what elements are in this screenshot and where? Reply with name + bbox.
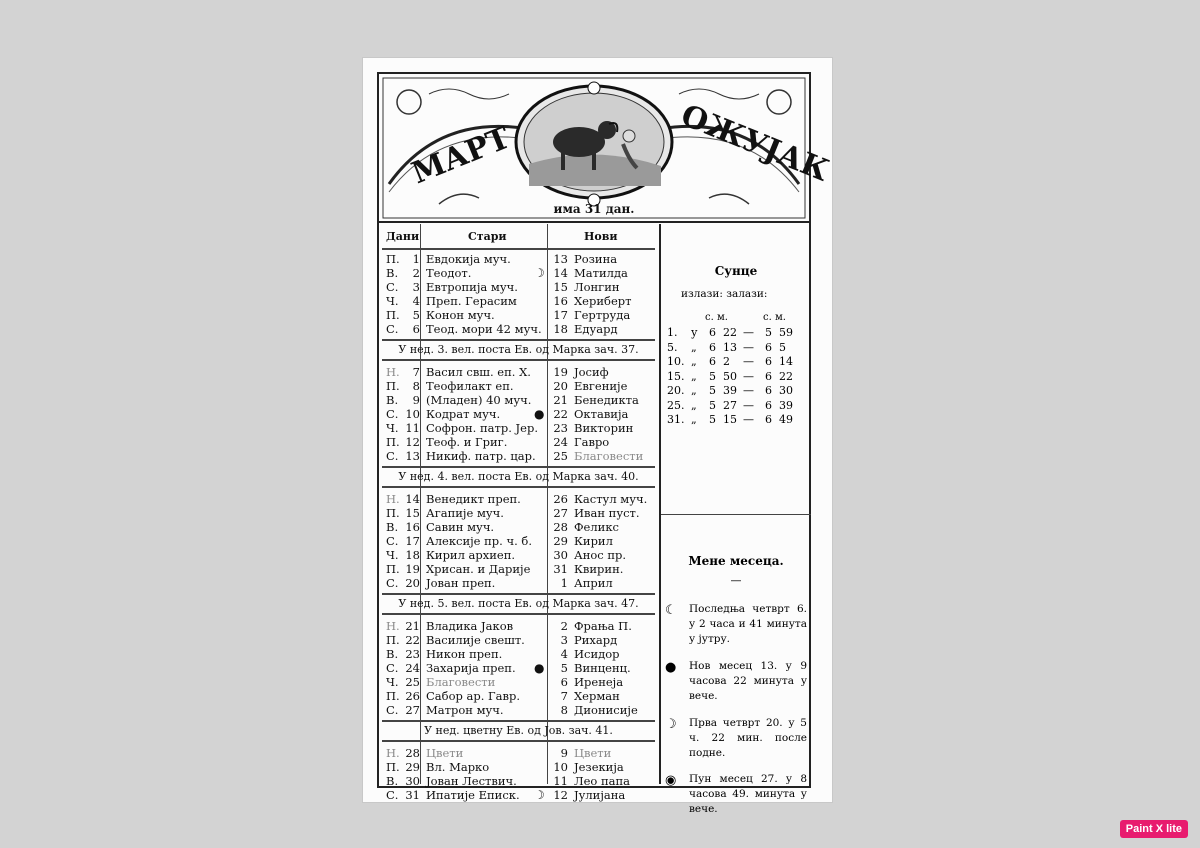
old-date: 24 (405, 661, 420, 675)
last-quarter-icon: ☾ (665, 603, 677, 618)
saint-old: Алексије пр. ч. б. (426, 534, 532, 548)
day-row (382, 252, 655, 266)
weekday: Н. (386, 365, 400, 379)
day-row (382, 379, 655, 393)
calendar-frame (377, 72, 834, 815)
sun-prefix: „ (691, 413, 697, 426)
old-date: 12 (405, 435, 420, 449)
new-date: 3 (560, 633, 568, 647)
saint-new: Гавро (574, 435, 610, 449)
moon-dash: — (730, 574, 742, 587)
sunrise-minute: 50 (723, 369, 737, 383)
sun-dash: — (743, 384, 754, 397)
new-date: 20 (553, 379, 568, 393)
day-row (382, 280, 655, 294)
sun-dash: — (743, 340, 754, 354)
weekday: В. (386, 266, 399, 280)
weekday: Ч. (386, 675, 399, 689)
saint-old: Хрисан. и Дарије (426, 562, 531, 576)
old-date: 6 (412, 322, 420, 336)
weekday: С. (386, 407, 399, 421)
saint-new: Кастул муч. (574, 492, 648, 506)
day-row (382, 675, 655, 689)
sunrise-minute: 22 (723, 326, 737, 339)
weekday: С. (386, 661, 399, 675)
new-date: 8 (560, 703, 568, 717)
saint-old: Конон муч. (426, 308, 495, 322)
calendar-page (363, 58, 834, 815)
sun-units-rise: с. м. (705, 312, 728, 323)
saint-new: Винценц. (574, 661, 631, 675)
saint-new: Евгеније (574, 379, 628, 393)
saint-old: Теофилакт еп. (426, 379, 514, 393)
sunrise-minute: 39 (723, 384, 737, 397)
saint-new: Језекија (574, 760, 624, 774)
sun-prefix: „ (691, 355, 697, 368)
saint-new: Бенедикта (574, 393, 639, 407)
day-row (382, 266, 655, 280)
weekday: П. (386, 435, 400, 449)
saint-old: Софрон. патр. Јер. (426, 421, 538, 435)
sunrise-hour: 6 (709, 355, 716, 368)
sunset-minute: 30 (779, 384, 793, 397)
sunset-minute: 39 (779, 398, 793, 412)
sunrise-minute: 27 (723, 398, 737, 412)
old-date: 14 (405, 492, 420, 506)
new-date: 14 (553, 266, 568, 280)
saint-old: Агапије муч. (426, 506, 504, 520)
weekday: Ч. (386, 421, 399, 435)
weekday: В. (386, 520, 399, 534)
new-date: 30 (553, 548, 568, 562)
moon-symbol-icon: ☽ (534, 266, 545, 280)
week-reading-note: У нед. 3. вел. поста Ев. од Марка зач. 37. (382, 339, 655, 361)
saint-new: Октавија (574, 407, 629, 421)
new-date: 24 (553, 435, 568, 449)
new-moon-icon: ● (665, 660, 677, 675)
sun-day: 20. (667, 384, 685, 397)
old-date: 4 (412, 294, 420, 308)
weekday: С. (386, 534, 399, 548)
saint-new: Розина (574, 252, 618, 266)
old-date: 1 (412, 252, 420, 266)
sunset-hour: 6 (765, 355, 772, 368)
new-date: 2 (560, 619, 568, 633)
saint-old: Јован Лествич. (426, 774, 517, 788)
saint-new: Јосиф (574, 365, 609, 379)
old-date: 2 (412, 266, 420, 280)
old-date: 10 (405, 407, 420, 421)
saint-old: Јован преп. (426, 576, 496, 590)
saint-new: Квирин. (574, 562, 624, 576)
saint-old: Ипатије Еписк. (426, 788, 520, 802)
old-date: 20 (405, 576, 420, 590)
day-row (382, 746, 655, 760)
sun-dash: — (743, 398, 754, 412)
old-date: 15 (405, 506, 420, 520)
saint-new: Гертруда (574, 308, 631, 322)
old-date: 16 (405, 520, 420, 534)
sun-prefix: „ (691, 340, 697, 354)
day-row (382, 661, 655, 675)
new-date: 7 (560, 689, 568, 703)
weekday: Н. (386, 619, 400, 633)
new-date: 27 (553, 506, 568, 520)
day-row (382, 506, 655, 520)
new-date: 19 (553, 365, 568, 379)
old-date: 25 (405, 675, 420, 689)
sun-row (661, 384, 811, 398)
saint-old: Никиф. патр. цар. (426, 449, 536, 463)
moon-symbol-icon: ● (534, 661, 545, 675)
column-header-old: Стари (468, 230, 507, 243)
saint-old: Васил свш. еп. Х. (426, 365, 531, 379)
week-reading-note: У нед. 5. вел. поста Ев. од Марка зач. 47. (382, 593, 655, 615)
saint-new: Благовести (574, 449, 644, 463)
moon-phase-text: Пун месец 27. у 8 часова 49. минута у вече. (689, 773, 807, 815)
weekday: С. (386, 788, 399, 802)
saint-old: Кодрат муч. (426, 407, 501, 421)
old-date: 19 (405, 562, 420, 576)
saint-new: Фрања П. (574, 619, 632, 633)
day-row (382, 562, 655, 576)
weekday: С. (386, 576, 399, 590)
sun-prefix: „ (691, 384, 697, 397)
saint-old: Благовести (426, 675, 496, 689)
sunrise-minute: 13 (723, 340, 737, 354)
weekday: П. (386, 689, 400, 703)
sunrise-minute: 15 (723, 413, 737, 426)
sun-day: 25. (667, 398, 685, 412)
weekday: Ч. (386, 294, 399, 308)
weekday: Ч. (386, 548, 399, 562)
old-date: 28 (405, 746, 420, 760)
new-date: 1 (560, 576, 568, 590)
new-date: 5 (560, 661, 568, 675)
new-date: 21 (553, 393, 568, 407)
saint-new: Исидор (574, 647, 620, 661)
saint-new: Анос пр. (574, 548, 627, 562)
sun-day: 10. (667, 355, 685, 368)
new-date: 28 (553, 520, 568, 534)
old-date: 21 (405, 619, 420, 633)
saint-new: Јулијана (574, 788, 626, 802)
sunset-minute: 22 (779, 369, 793, 383)
new-date: 16 (553, 294, 568, 308)
sunrise-hour: 5 (709, 398, 716, 412)
day-row (382, 449, 655, 463)
saint-new: Кирил (574, 534, 613, 548)
sun-day: 31. (667, 413, 685, 426)
day-row (382, 760, 655, 774)
old-date: 3 (412, 280, 420, 294)
saint-new: Лонгин (574, 280, 620, 294)
sunset-hour: 5 (765, 326, 772, 339)
sun-prefix: „ (691, 369, 697, 383)
day-row (382, 689, 655, 703)
new-date: 9 (560, 746, 568, 760)
moon-symbol-icon: ● (534, 407, 545, 421)
weekday: С. (386, 703, 399, 717)
sunset-minute: 49 (779, 413, 793, 426)
sunrise-hour: 6 (709, 340, 716, 354)
weekday: В. (386, 393, 399, 407)
weekday: С. (386, 280, 399, 294)
old-date: 29 (405, 760, 420, 774)
moon-phase-text: Последња четврт 6. у 2 часа и 41 минута у јутру. (689, 603, 807, 645)
weekday: П. (386, 506, 400, 520)
sun-row (661, 399, 811, 413)
old-date: 22 (405, 633, 420, 647)
day-row (382, 435, 655, 449)
column-header-days: Дани (386, 230, 420, 243)
sun-row (661, 355, 811, 369)
saint-old: Никон преп. (426, 647, 503, 661)
saint-new: Иренеја (574, 675, 624, 689)
saint-new: Викторин (574, 421, 634, 435)
saint-new: Цвети (574, 746, 612, 760)
old-date: 23 (405, 647, 420, 661)
old-date: 18 (405, 548, 420, 562)
saint-new: Херман (574, 689, 620, 703)
saint-old: Евдокија муч. (426, 252, 511, 266)
saint-old: Преп. Герасим (426, 294, 517, 308)
weekday: П. (386, 760, 400, 774)
day-row (382, 788, 655, 802)
saint-old: Цвети (426, 746, 464, 760)
day-row (382, 576, 655, 590)
saint-old: Матрон муч. (426, 703, 504, 717)
month-title-left: МАРТ (407, 120, 516, 192)
sun-row (661, 326, 811, 340)
sunset-minute: 59 (779, 326, 793, 339)
sunset-hour: 6 (765, 384, 772, 397)
saint-old: Сабор ар. Гавр. (426, 689, 521, 703)
weekday: П. (386, 252, 400, 266)
sunrise-hour: 5 (709, 384, 716, 397)
sun-dash: — (743, 369, 754, 383)
day-row (382, 534, 655, 548)
new-date: 13 (553, 252, 568, 266)
day-row (382, 647, 655, 661)
new-date: 17 (553, 308, 568, 322)
new-date: 18 (553, 322, 568, 336)
sunset-hour: 6 (765, 340, 772, 354)
weekday: П. (386, 633, 400, 647)
day-row (382, 407, 655, 421)
old-date: 7 (412, 365, 420, 379)
full-moon-icon: ◉ (665, 773, 677, 788)
weekday: Н. (386, 492, 400, 506)
sun-title: Сунце (714, 264, 758, 278)
saint-new: Дионисије (574, 703, 638, 717)
sunset-minute: 14 (779, 355, 793, 368)
sunrise-hour: 5 (709, 413, 716, 426)
new-date: 4 (560, 647, 568, 661)
weekday: В. (386, 774, 399, 788)
saint-new: Рихард (574, 633, 618, 647)
new-date: 6 (560, 675, 568, 689)
weekday: В. (386, 647, 399, 661)
sunset-hour: 6 (765, 398, 772, 412)
column-header-new: Нови (584, 230, 618, 243)
weekday: С. (386, 449, 399, 463)
month-title-right: ОЖУЈАК (675, 97, 834, 189)
day-row (382, 619, 655, 633)
sun-subtitle: излази: залази: (681, 288, 768, 300)
sun-dash: — (743, 326, 754, 339)
ornamental-header-art (379, 74, 834, 221)
day-row (382, 548, 655, 562)
old-date: 27 (405, 703, 420, 717)
panel-divider (661, 514, 811, 515)
new-date: 29 (553, 534, 568, 548)
saint-old: Теодот. (426, 266, 472, 280)
saint-new: Едуард (574, 322, 618, 336)
sun-day: 5. (667, 340, 678, 354)
sunrise-hour: 5 (709, 369, 716, 383)
calendar-table (382, 224, 655, 802)
day-row (382, 308, 655, 322)
sun-dash: — (743, 413, 754, 426)
month-header (379, 74, 834, 223)
old-date: 8 (412, 379, 420, 393)
first-quarter-icon: ☽ (665, 717, 677, 732)
old-date: 31 (405, 788, 420, 802)
new-date: 26 (553, 492, 568, 506)
new-date: 12 (553, 788, 568, 802)
day-row (382, 365, 655, 379)
saint-old: Захарија преп. (426, 661, 516, 675)
sunset-minute: 5 (779, 340, 786, 354)
day-row (382, 703, 655, 717)
sun-prefix: „ (691, 398, 697, 412)
saint-old: (Младен) 40 муч. (426, 393, 532, 407)
sun-row (661, 413, 811, 427)
sun-day: 15. (667, 369, 685, 383)
sun-row (661, 341, 811, 355)
saint-new: Матилда (574, 266, 628, 280)
saint-old: Венедикт преп. (426, 492, 521, 506)
day-row (382, 774, 655, 788)
side-panel (659, 224, 811, 815)
weekday: Н. (386, 746, 400, 760)
new-date: 22 (553, 407, 568, 421)
saint-new: Иван пуст. (574, 506, 640, 520)
day-row (382, 633, 655, 647)
new-date: 10 (553, 760, 568, 774)
new-date: 25 (553, 449, 568, 463)
saint-old: Евтропија муч. (426, 280, 518, 294)
saint-old: Владика Јаков (426, 619, 514, 633)
app-badge[interactable]: Paint X lite (1120, 820, 1188, 838)
moon-title: Мене месеца. (688, 554, 784, 568)
sunset-hour: 6 (765, 369, 772, 383)
old-date: 5 (412, 308, 420, 322)
saint-old: Теоф. и Григ. (426, 435, 508, 449)
old-date: 30 (405, 774, 420, 788)
new-date: 11 (553, 774, 568, 788)
saint-new: Лео папа (574, 774, 631, 788)
weekday: С. (386, 322, 399, 336)
day-row (382, 492, 655, 506)
old-date: 26 (405, 689, 420, 703)
day-row (382, 322, 655, 336)
saint-old: Теод. мори 42 муч. (426, 322, 542, 336)
old-date: 11 (405, 421, 420, 435)
day-row (382, 421, 655, 435)
saint-new: Април (574, 576, 613, 590)
weekday: П. (386, 379, 400, 393)
sun-row (661, 370, 811, 384)
sunrise-hour: 6 (709, 326, 716, 339)
day-row (382, 520, 655, 534)
days-count: има 31 дан. (553, 202, 635, 216)
old-date: 17 (405, 534, 420, 548)
sun-units-set: с. м. (763, 312, 786, 323)
sun-prefix: у (691, 326, 698, 339)
saint-new: Хериберт (574, 294, 632, 308)
saint-old: Кирил архиеп. (426, 548, 516, 562)
weekday: П. (386, 308, 400, 322)
weekday: П. (386, 562, 400, 576)
saint-old: Вл. Марко (426, 760, 490, 774)
saint-old: Савин муч. (426, 520, 495, 534)
new-date: 23 (553, 421, 568, 435)
old-date: 13 (405, 449, 420, 463)
saint-new: Феликс (574, 520, 619, 534)
day-row (382, 294, 655, 308)
moon-phase-text: Нов месец 13. у 9 часова 22 минута у вече. (689, 660, 807, 702)
day-row (382, 393, 655, 407)
moon-phase-text: Прва четврт 20. у 5 ч. 22 мин. после подне. (689, 717, 807, 759)
new-date: 15 (553, 280, 568, 294)
week-reading-note: У нед. 4. вел. поста Ев. од Марка зач. 40. (382, 466, 655, 488)
week-reading-note: У нед. цветну Ев. од Јов. зач. 41. (382, 720, 655, 742)
sun-dash: — (743, 355, 754, 368)
new-date: 31 (553, 562, 568, 576)
sunrise-minute: 2 (723, 355, 730, 368)
moon-symbol-icon: ☽ (534, 788, 545, 802)
saint-old: Василије свешт. (426, 633, 525, 647)
sunset-hour: 6 (765, 413, 772, 426)
column-headers (382, 224, 655, 250)
sun-day: 1. (667, 326, 678, 339)
old-date: 9 (412, 393, 420, 407)
